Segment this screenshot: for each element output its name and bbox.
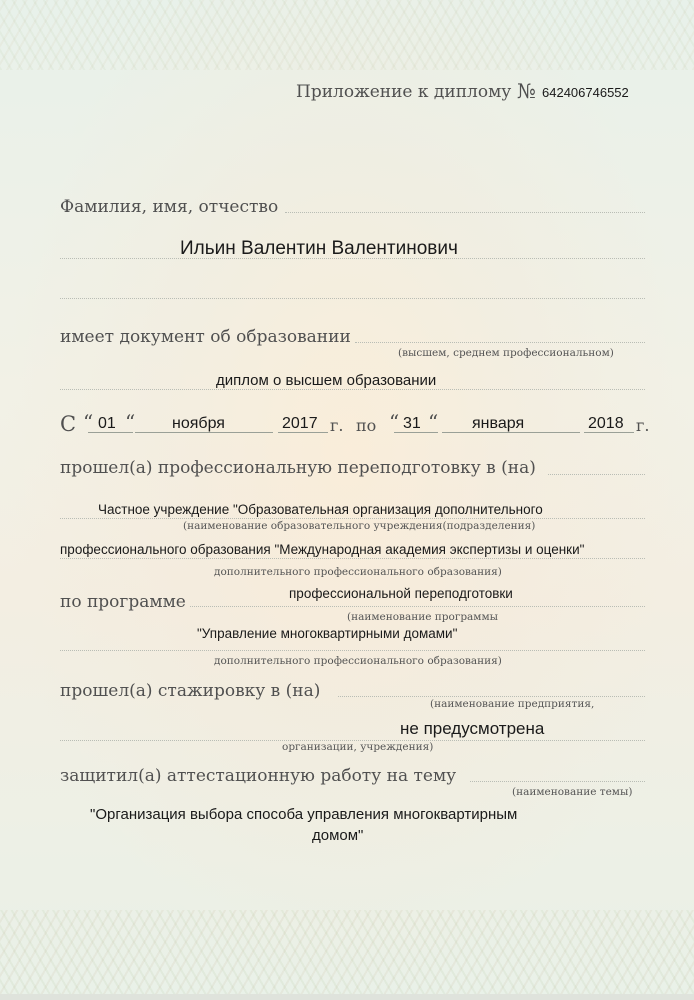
thesis-line-1	[470, 781, 645, 782]
retraining-line-1	[60, 518, 645, 519]
program-value-line1: профессиональной переподготовки	[289, 586, 513, 601]
education-hint: (высшем, среднем профессиональном)	[398, 347, 614, 359]
period-from-year: 2017	[282, 415, 318, 432]
fio-line-3	[60, 298, 645, 299]
retraining-org-line2: профессионального образования "Международная академия экспертизы и оценки"	[60, 542, 585, 557]
thesis-hint: (наименование темы)	[512, 786, 633, 798]
header-title: Приложение к диплому	[296, 82, 512, 102]
quote-open-1: “	[83, 410, 94, 434]
quote-close-2: “	[428, 410, 439, 434]
quote-open-2: “	[389, 410, 400, 434]
diploma-number: 642406746552	[542, 85, 629, 100]
retraining-hint2: дополнительного профессионального образования)	[214, 566, 502, 578]
retraining-line-0	[548, 474, 645, 475]
internship-hint1: (наименование предприятия,	[430, 698, 595, 710]
period-to-day-line	[394, 432, 438, 433]
thesis-label: защитил(а) аттестационную работу на тему	[60, 766, 457, 786]
period-to-year-line	[584, 432, 634, 433]
period-from-year-suffix: г.	[330, 416, 344, 435]
top-ornament	[0, 0, 694, 70]
program-hint1: (наименование программы	[347, 611, 498, 623]
period-to-word: по	[356, 416, 377, 435]
education-line-1	[355, 342, 645, 343]
fio-value: Ильин Валентин Валентинович	[180, 238, 458, 259]
program-hint2: дополнительного профессионального образования)	[214, 655, 502, 667]
period-from-day: 01	[98, 415, 116, 432]
program-line-2	[60, 650, 645, 651]
retraining-line-2	[60, 558, 645, 559]
education-value: диплом о высшем образовании	[216, 372, 437, 389]
education-line-2	[60, 389, 645, 390]
bottom-ornament	[0, 910, 694, 1000]
internship-line-1	[338, 696, 645, 697]
fio-line-2	[60, 258, 645, 259]
period-from-month: ноября	[172, 415, 225, 432]
period-to-month: января	[472, 415, 525, 432]
fio-line-1	[285, 212, 645, 213]
education-label: имеет документ об образовании	[60, 327, 351, 347]
fio-label: Фамилия, имя, отчество	[60, 197, 279, 217]
period-from-word: С	[60, 412, 77, 436]
program-label: по программе	[60, 592, 186, 612]
retraining-label: прошел(а) профессиональную переподготовку в (на)	[60, 458, 536, 478]
period-from-month-line	[135, 432, 273, 433]
program-value-line2: "Управление многоквартирными домами"	[197, 626, 458, 641]
page-edge	[0, 994, 694, 1000]
period-to-month-line	[442, 432, 580, 433]
quote-close-1: “	[125, 410, 136, 434]
thesis-value-line1: "Организация выбора способа управления многоквартирным	[90, 806, 518, 823]
period-to-year: 2018	[588, 415, 624, 432]
period-from-day-line	[88, 432, 133, 433]
program-line-1	[190, 606, 645, 607]
internship-hint2: организации, учреждения)	[282, 741, 434, 753]
thesis-value-line2: домом"	[312, 827, 364, 844]
retraining-org-line1: Частное учреждение "Образовательная организация дополнительного	[98, 502, 543, 517]
internship-label: прошел(а) стажировку в (на)	[60, 681, 321, 701]
period-to-day: 31	[403, 415, 421, 432]
internship-value: не предусмотрена	[400, 719, 545, 738]
retraining-hint1: (наименование образовательного учреждения(подразделения)	[183, 520, 536, 532]
period-from-year-line	[278, 432, 328, 433]
period-to-year-suffix: г.	[636, 416, 650, 435]
number-sign: №	[517, 79, 536, 103]
